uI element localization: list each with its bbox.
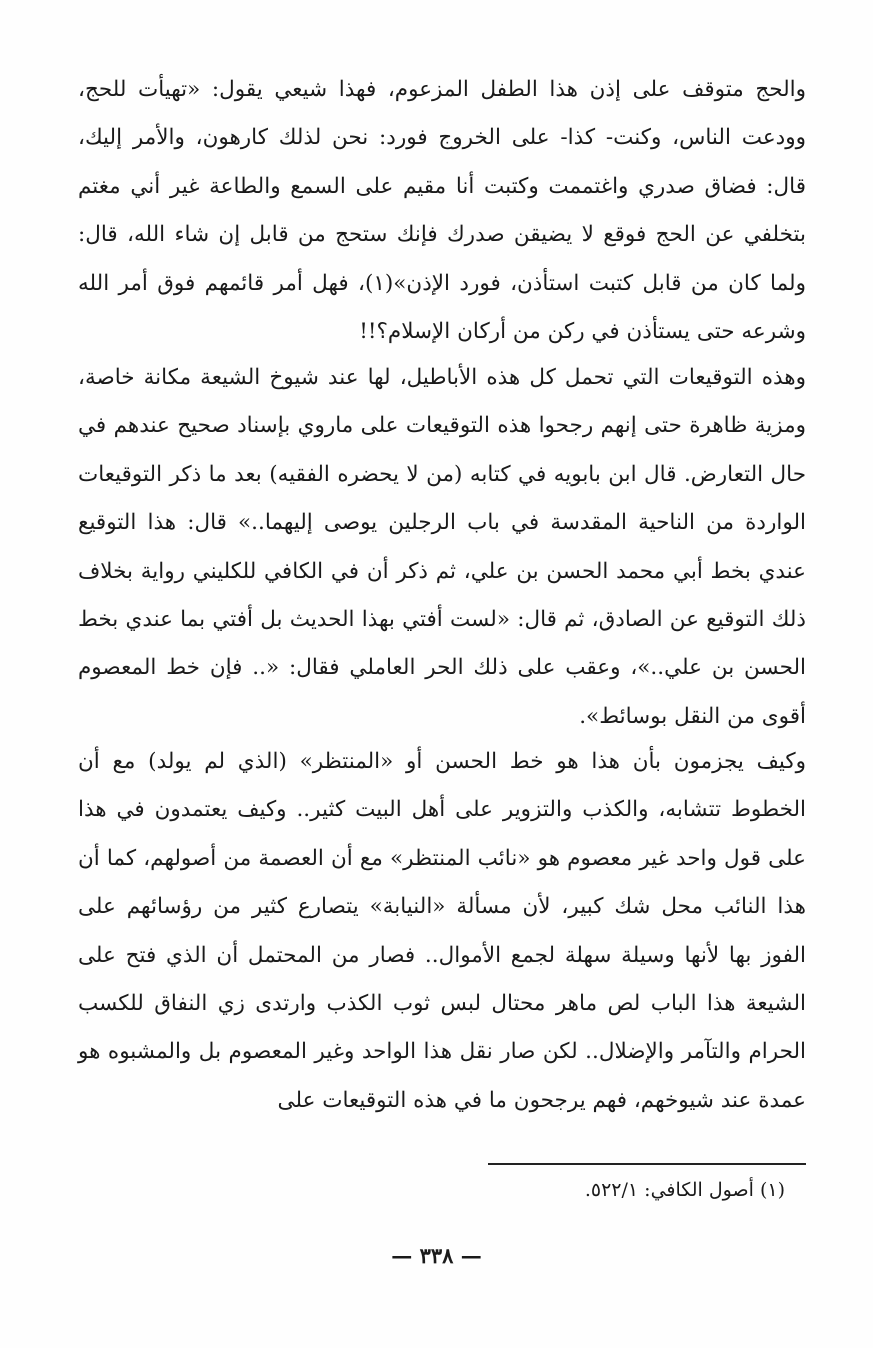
footnote-divider — [488, 1163, 806, 1165]
paragraph-1-text: والحج متوقف على إذن هذا الطفل المزعوم، فهذا شيعي يقول: «تهيأت للحج، وودعت الناس، وكنت- كذا- على الخروج فورد: نحن لذلك كارهون، والأمر إليك، قال: فضاق صدري واغتممت وكتبت أنا مقيم على السمع والطاعة غير أني مغتم بتخلفي عن الحج فوقع لا يضيقن صدرك فإنك ستحج من قابل إن شاء الله، قال: ولما كان من قابل كتبت استأذن، فورد الإذن»(١)، فهل أمر قائمهم فوق أمر الله وشرعه حتى يستأذن في ركن من أركان الإسلام؟!! — [78, 77, 806, 345]
paragraph-2 — [78, 354, 806, 741]
paragraph-3-text: وكيف يجزمون بأن هذا هو خط الحسن أو «المنتظر» (الذي لم يولد) مع أن الخطوط تتشابه، والكذب والتزوير على أهل البيت كثير.. وكيف يعتمدون في هذا على قول واحد غير معصوم هو «نائب المنتظر» مع أن العصمة من أصولهم، كما أن هذا النائب محل شك كبير، لأن مسألة «النيابة» يتصارع كثير من رؤسائهم على الفوز بها لأنها وسيلة سهلة لجمع الأموال.. فصار من المحتمل أن الذي فتح على الشيعة هذا الباب لص ماهر محتال لبس ثوب الكذب وارتدى زي النفاق للكسب الحرام والتآمر والإضلال.. لكن صار نقل هذا الواحد وغير المعصوم بل والمشبوه هو عمدة عند شيوخهم، فهم يرجحون ما في هذه التوقيعات على — [78, 749, 806, 1113]
paragraph-1 — [78, 66, 806, 356]
footnote: (١) أصول الكافي: ٥٢٢/١. — [584, 1179, 785, 1201]
paragraph-2-text: وهذه التوقيعات التي تحمل كل هذه الأباطيل، لها عند شيوخ الشيعة مكانة خاصة، ومزية ظاهرة حتى إنهم رجحوا هذه التوقيعات على ماروي بإسناد صحيح عندهم في حال التعارض. قال ابن بابويه في كتابه (من لا يحضره الفقيه) بعد ما ذكر التوقيعات الواردة من الناحية المقدسة في باب الرجلين يوصى إليهما..» قال: هذا التوقيع عندي بخط أبي محمد الحسن بن علي، ثم ذكر أن في الكافي للكليني رواية بخلاف ذلك التوقيع عن الصادق، ثم قال: «لست أفتي بهذا الحديث بل أفتي بما عندي بخط الحسن بن علي..»، وعقب على ذلك الحر العاملي فقال: «.. فإن خط المعصوم أقوى من النقل بوسائط». — [78, 365, 806, 729]
page-number: — ٣٣٨ — — [391, 1243, 482, 1268]
paragraph-3 — [78, 738, 806, 1125]
